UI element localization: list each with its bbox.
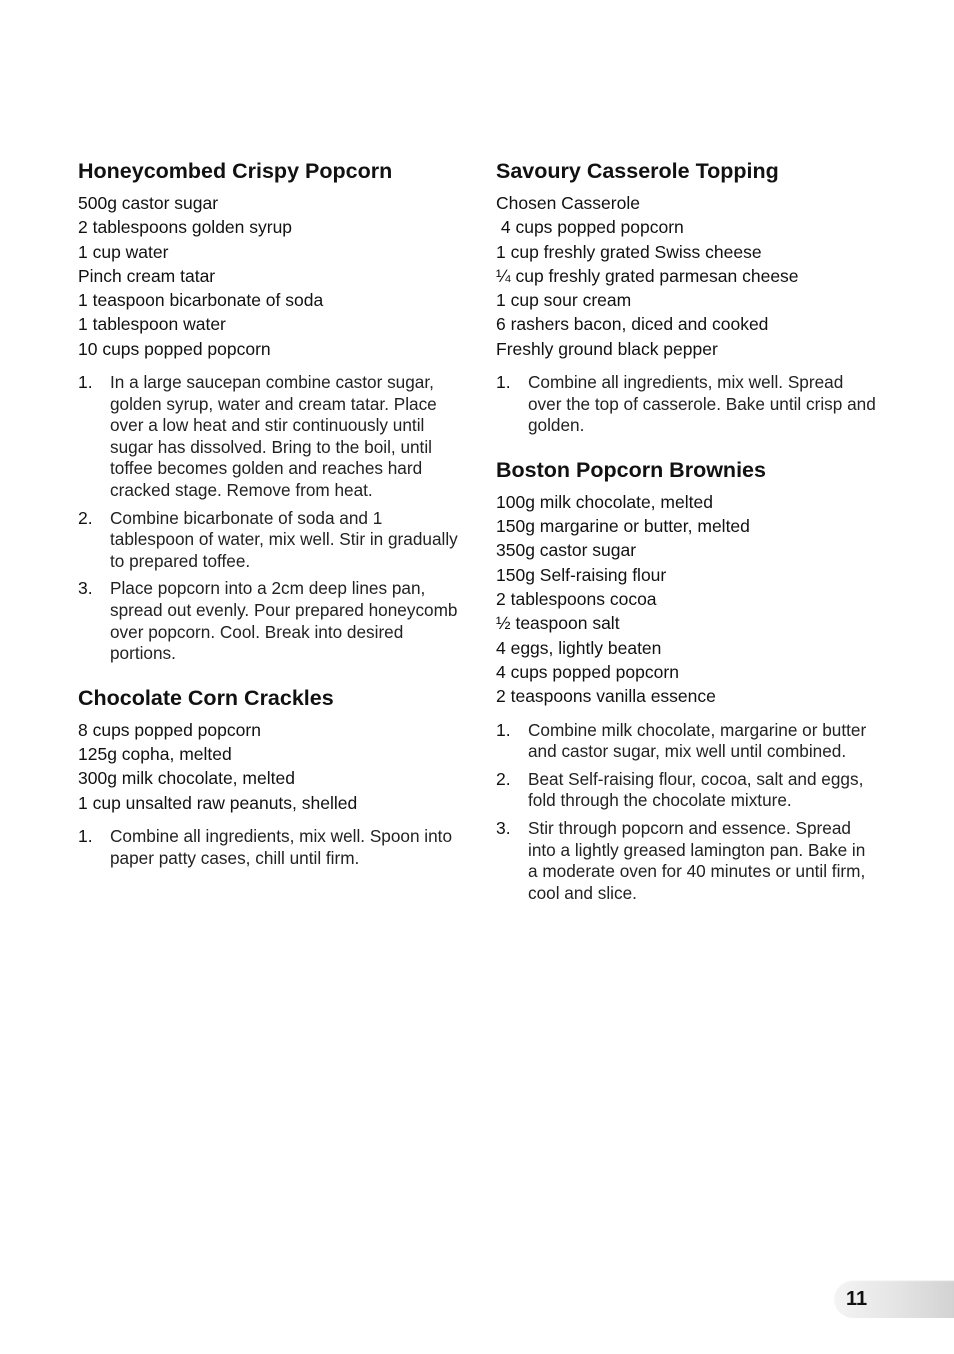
- method-step: [496, 372, 876, 437]
- step-text: Combine milk chocolate, margarine or butter and castor sugar, mix well until combined.: [528, 719, 867, 762]
- ingredient-item: 1 cup unsalted raw peanuts, shelled: [78, 792, 358, 813]
- ingredient-item: 100g milk chocolate, melted: [496, 491, 713, 512]
- step-text: Beat Self-raising flour, cocoa, salt and eggs, fold through the chocolate mixture.: [528, 768, 864, 811]
- ingredient-item: Pinch cream tatar: [78, 265, 216, 286]
- ingredient-item: Freshly ground black pepper: [496, 338, 718, 359]
- left-column: [78, 156, 464, 887]
- ingredient-item: 150g margarine or butter, melted: [496, 516, 750, 537]
- step-number: 1.: [78, 372, 93, 393]
- method-step: [78, 372, 464, 502]
- right-column: [496, 156, 876, 922]
- method-steps: [78, 826, 464, 869]
- ingredient-item: ½ teaspoon salt: [496, 613, 620, 634]
- ingredient-item: 1 cup water: [78, 241, 169, 262]
- recipe-title: Chocolate Corn Crackles: [78, 685, 334, 710]
- page-number-tab: [834, 1280, 954, 1318]
- recipe-title: Boston Popcorn Brownies: [496, 457, 766, 482]
- step-number: 1.: [78, 825, 93, 846]
- ingredient-item: 10 cups popped popcorn: [78, 338, 271, 359]
- ingredient-item: Chosen Casserole: [496, 193, 640, 213]
- ingredient-list: [496, 191, 876, 361]
- method-step: [496, 720, 876, 763]
- method-steps: [496, 372, 876, 437]
- method-step: [78, 578, 464, 664]
- ingredient-item: 2 teaspoons vanilla essence: [496, 686, 716, 707]
- ingredient-item: 150g Self-raising flour: [496, 564, 667, 585]
- ingredient-item: 125g copha, melted: [78, 744, 232, 765]
- recipe-honeycombed-crispy-popcorn: [78, 156, 464, 665]
- ingredient-item: 2 tablespoons cocoa: [496, 589, 657, 610]
- ingredient-item: 8 cups popped popcorn: [78, 719, 261, 740]
- step-number: 1.: [496, 372, 511, 393]
- method-step: [78, 508, 464, 573]
- ingredient-item: 4 eggs, lightly beaten: [496, 637, 662, 658]
- page-number: 11: [846, 1288, 868, 1310]
- ingredient-item: 2 tablespoons golden syrup: [78, 217, 293, 238]
- step-number: 3.: [496, 817, 511, 838]
- recipe-boston-popcorn-brownies: [496, 455, 876, 904]
- step-text: Combine bicarbonate of soda and 1 tablespoon of water, mix well. Stir in gradually to prepared toffee.: [110, 507, 458, 571]
- step-number: 2.: [496, 768, 511, 789]
- step-text: Combine all ingredients, mix well. Spoon into paper patty cases, chill until firm.: [110, 825, 453, 868]
- ingredient-item: 4 cups popped popcorn: [496, 661, 679, 682]
- method-step: [496, 818, 876, 904]
- recipe-savoury-casserole-topping: [496, 156, 876, 437]
- ingredient-item: 6 rashers bacon, diced and cooked: [496, 314, 769, 335]
- ingredient-item: 4 cups popped popcorn: [496, 217, 684, 238]
- step-text: In a large saucepan combine castor sugar, golden syrup, water and cream tatar. Place over a low heat and stir continuously until sugar has dissolved. Bring to the boil, until toffee becomes golden and reaches hard cracked stage. Remove from heat.: [110, 372, 437, 501]
- ingredient-item: ¼ cup freshly grated parmesan cheese: [496, 265, 799, 286]
- step-text: Place popcorn into a 2cm deep lines pan, spread out evenly. Pour prepared honeycomb over popcorn. Cool. Break into desired portions.: [110, 578, 458, 664]
- ingredient-item: 500g castor sugar: [78, 193, 219, 213]
- step-number: 3.: [78, 578, 93, 599]
- step-text: Stir through popcorn and essence. Spread into a lightly greased lamington pan. Bake in a moderate oven for 40 minutes or until firm, cool and slice.: [528, 817, 866, 903]
- recipe-title: Honeycombed Crispy Popcorn: [78, 159, 393, 183]
- ingredient-item: 1 cup freshly grated Swiss cheese: [496, 241, 762, 262]
- ingredient-item: 1 teaspoon bicarbonate of soda: [78, 290, 324, 311]
- ingredient-item: 1 cup sour cream: [496, 290, 632, 311]
- step-text: Combine all ingredients, mix well. Spread over the top of casserole. Bake until crisp and golden.: [528, 372, 876, 436]
- ingredient-item: 350g castor sugar: [496, 540, 637, 561]
- step-number: 1.: [496, 719, 511, 740]
- method-step: [78, 826, 464, 869]
- method-steps: [78, 372, 464, 665]
- ingredient-list: [78, 718, 464, 815]
- recipe-chocolate-corn-crackles: [78, 683, 464, 869]
- recipe-title: Savoury Casserole Topping: [496, 159, 779, 183]
- ingredient-item: 1 tablespoon water: [78, 314, 226, 335]
- method-steps: [496, 720, 876, 905]
- ingredient-list: [496, 490, 876, 709]
- ingredient-list: [78, 191, 464, 361]
- ingredient-item: 300g milk chocolate, melted: [78, 768, 295, 789]
- step-number: 2.: [78, 507, 93, 528]
- method-step: [496, 769, 876, 812]
